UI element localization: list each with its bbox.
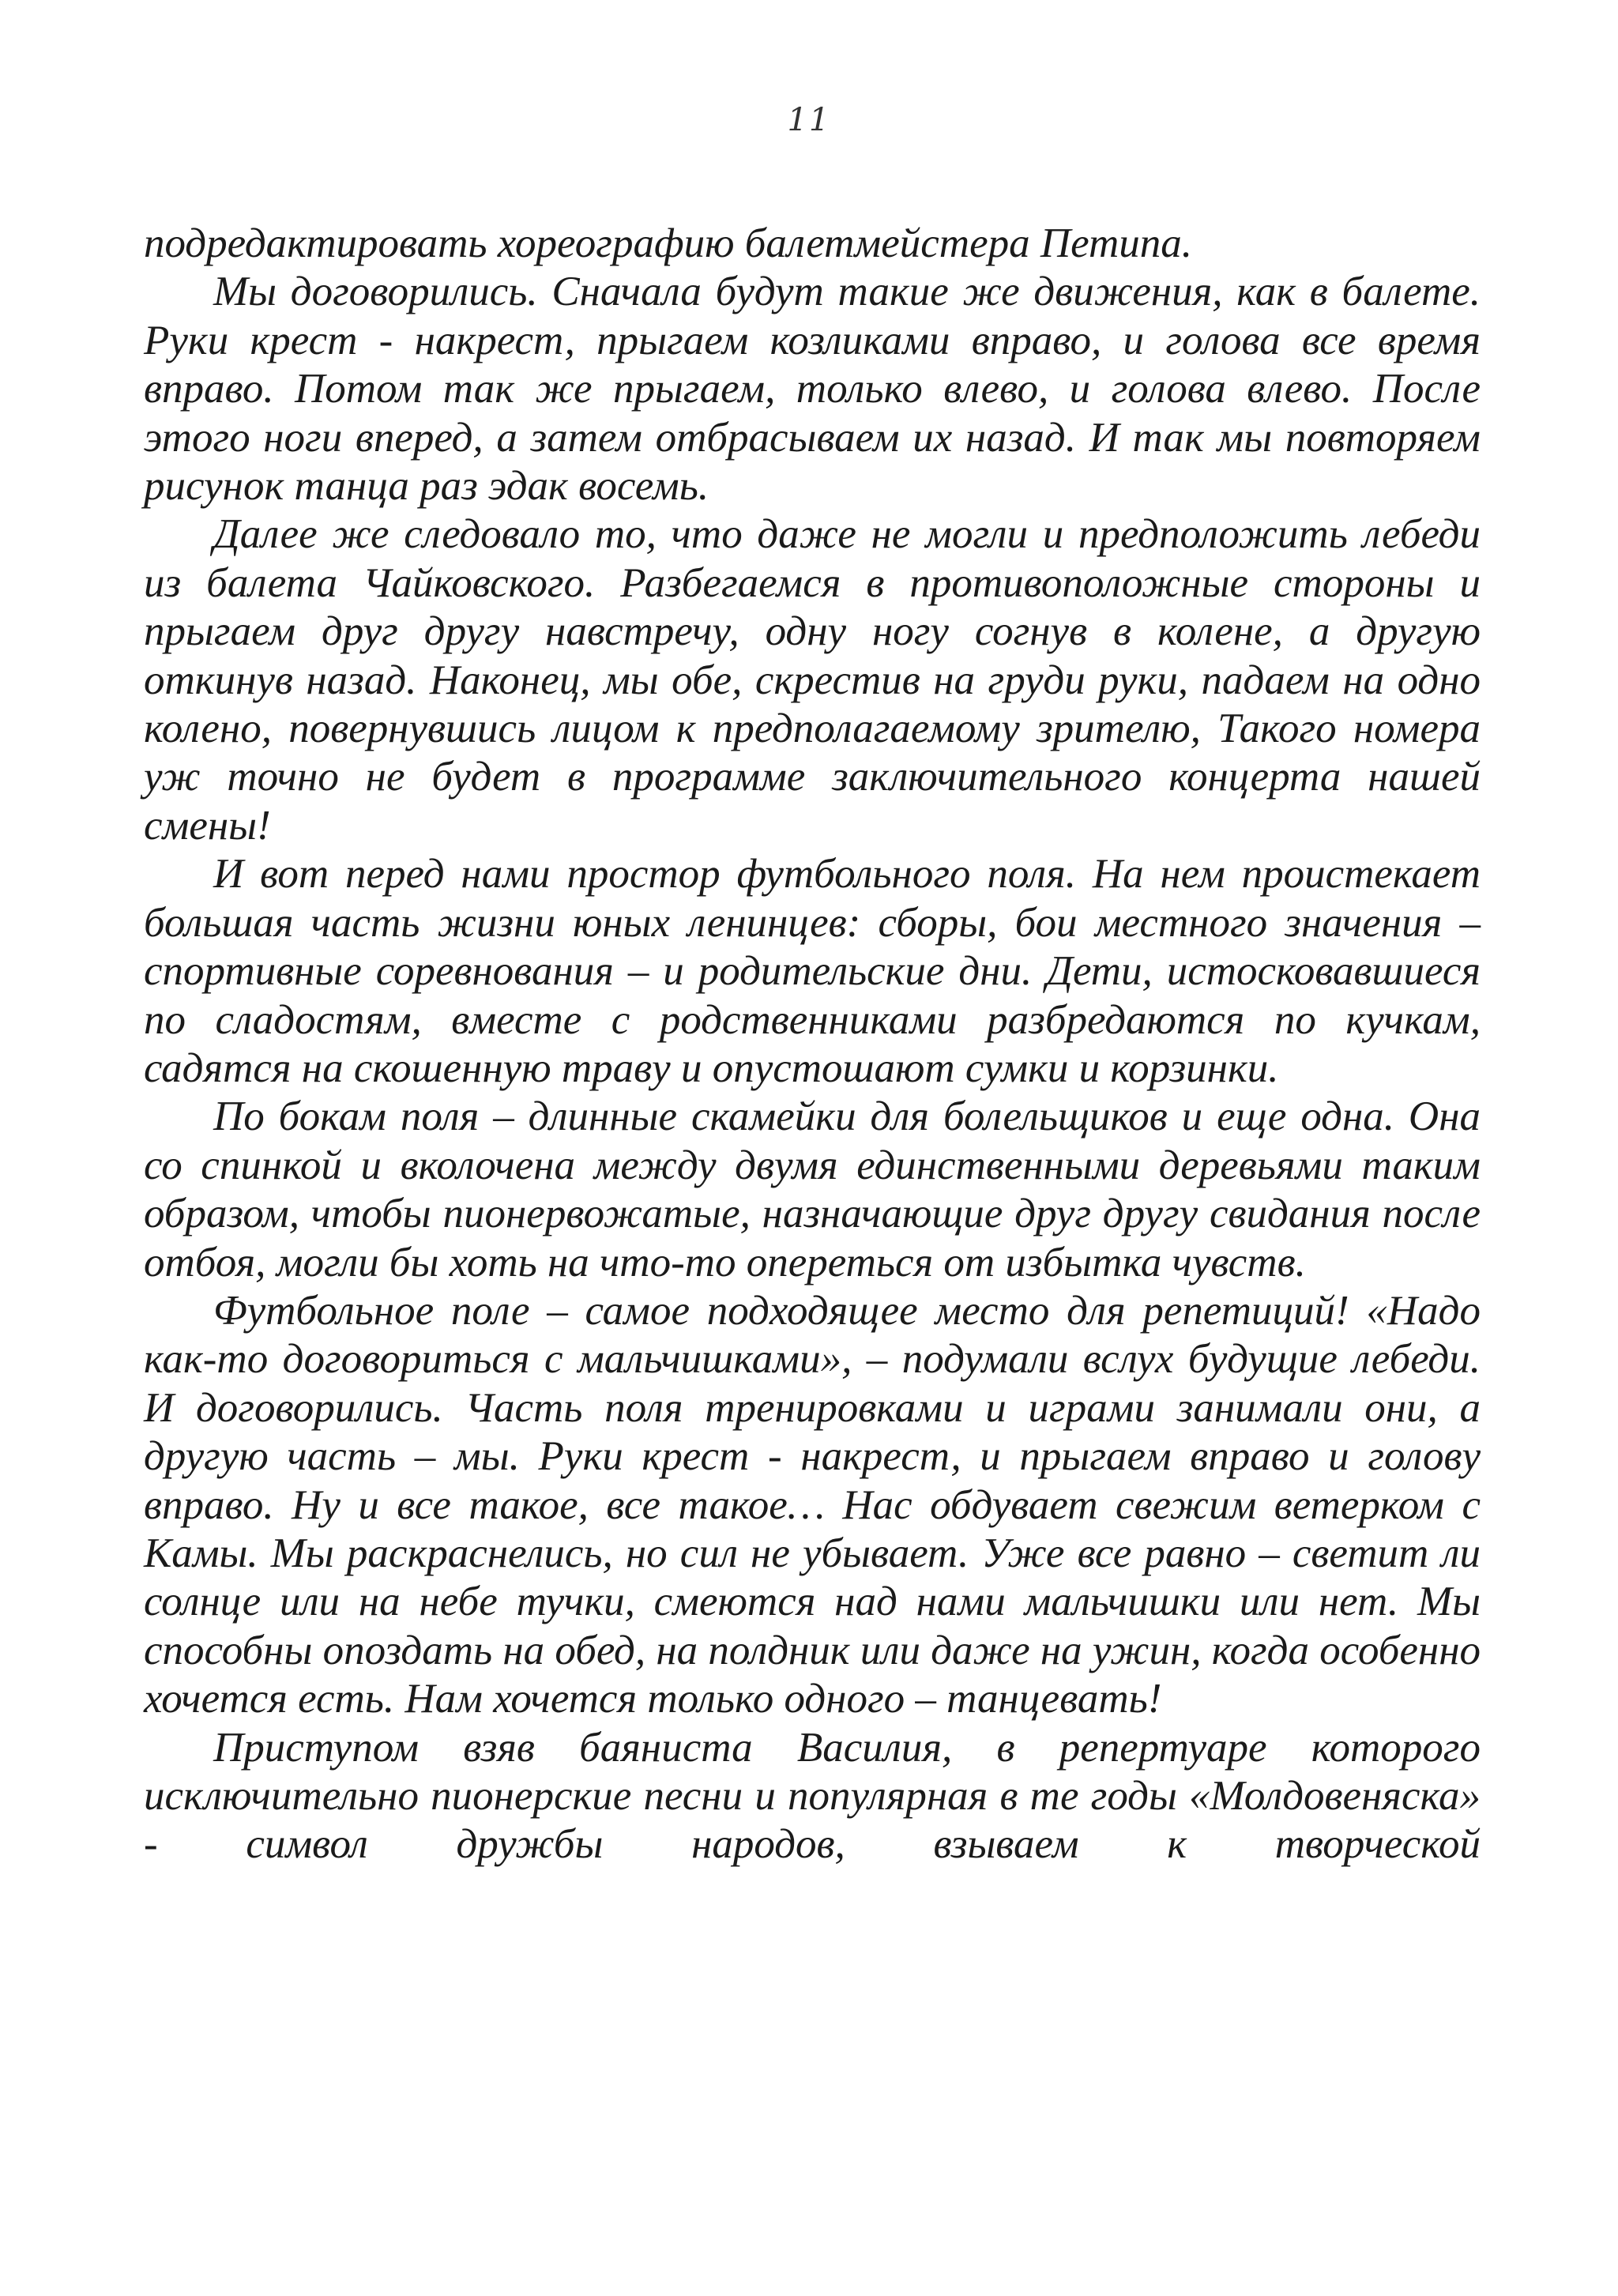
page-number: 11 [787,102,831,138]
paragraph-rehearsal-agreement: Мы договорились. Сначала будут такие же движения, как в балете. Руки крест - накрест, прыгаем козликами вправо, и голова все время вправо. Потом так же прыгаем, только влево, и голова влево. После этого ноги вперед, а затем отбрасываем их назад. И так мы повторяем рисунок танца раз эдак восемь. [144,269,1481,510]
paragraph-accordionist: Приступом взяв баяниста Василия, в репертуаре которого исключительно пионерские песни и популярная в те годы «Молдовеняска» - символ дружбы народов, взываем к творческой [144,1724,1481,1868]
body-text [144,220,1481,1869]
paragraph-continuation: подредактировать хореографию балетмейстера Петипа. [144,220,1192,266]
paragraph-dance-finale: Далее же следовало то, что даже не могли и предположить лебеди из балета Чайковского. Разбегаемся в противоположные стороны и прыгаем друг другу навстречу, одну ногу согнув в колене, а другую откинув назад. Наконец, мы обе, скрестив на груди руки, падаем на одно колено, повернувшись лицом к предполагаемому зрителю, Такого номера уж точно не будет в программе заключительного концерта нашей смены! [144,511,1481,849]
paragraph-benches: По бокам поля – длинные скамейки для болельщиков и еще одна. Она со спинкой и вколочена между двумя единственными деревьями таким образом, чтобы пионервожатые, назначающие друг другу свидания после отбоя, могли бы хоть на что-то опереться от избытка чувств. [144,1093,1481,1285]
paragraph-football-field: И вот перед нами простор футбольного поля. На нем проистекает большая часть жизни юных ленинцев: сборы, бои местного значения – спортивные соревнования – и родительские дни. Дети, истосковавшиеся по сладостям, вместе с родственниками разбредаются по кучкам, садятся на скошенную траву и опустошают сумки и корзинки. [144,851,1481,1091]
paragraph-rehearsals: Футбольное поле – самое подходящее место для репетиций! «Надо как-то договориться с мальчишками», – подумали вслух будущие лебеди. И договорились. Часть поля тренировками и играми занимали они, а другую часть – мы. Руки крест - накрест, и прыгаем вправо и голову вправо. Ну и все такое, все такое… Нас обдувает свежим ветерком с Камы. Мы раскраснелись, но сил не убывает. Уже все равно – светит ли солнце или на небе тучки, смеются над нами мальчишки или нет. Мы способны опоздать на обед, на полдник или даже на ужин, когда особенно хочется есть. Нам хочется только одного – танцевать! [144,1287,1481,1722]
